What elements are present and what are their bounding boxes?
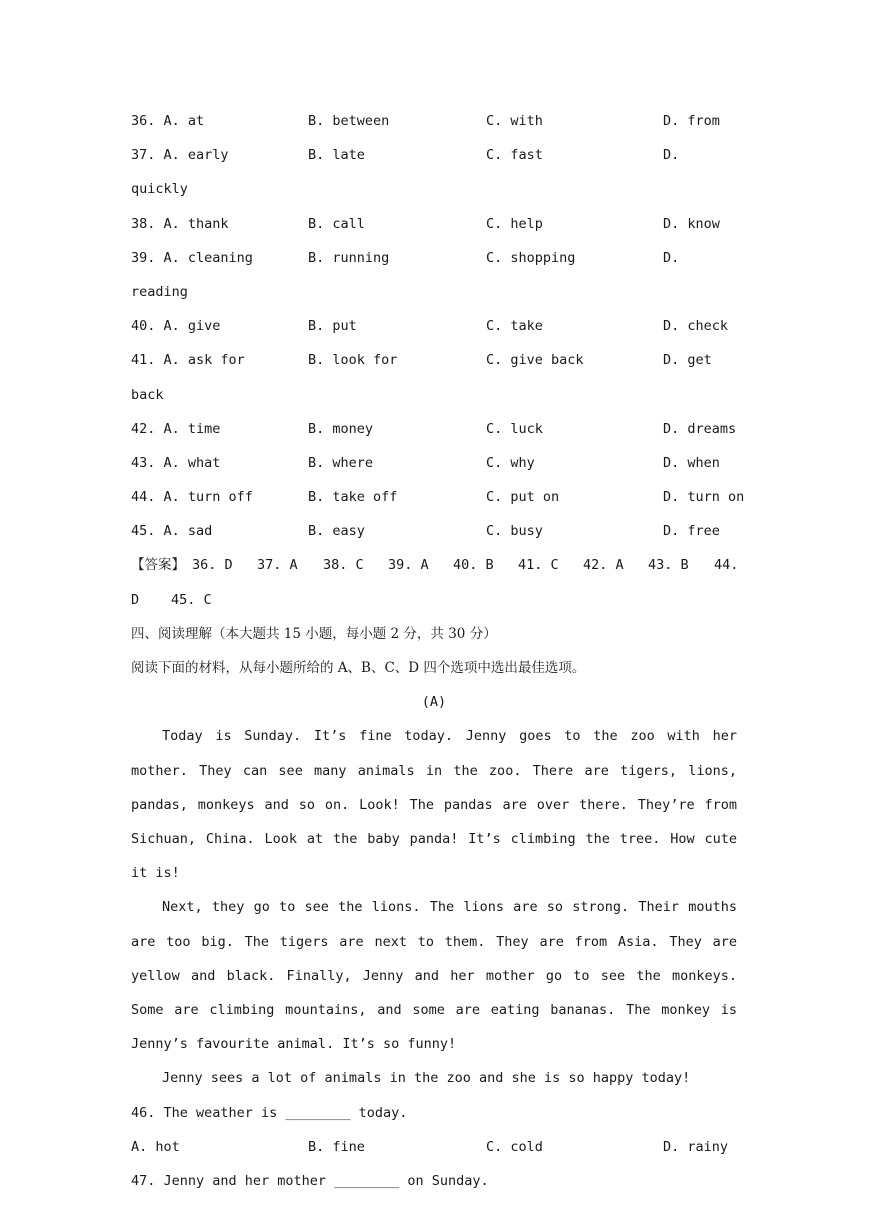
answer-item: 39. A — [388, 557, 429, 574]
answer-item: 43. B — [648, 557, 689, 574]
section-instruction: 阅读下面的材料，从每小题所给的 A、B、C、D 四个选项中选出最佳选项。 — [131, 660, 586, 676]
option-b: B. where — [308, 454, 374, 471]
passage-paragraph: Today is Sunday. It’s fine today. Jenny goes to the zoo with her mother. They can see many animals in the zoo. There are tigers, lions, pandas, monkeys and so on. Look! The pandas are over there. They’re from Sichuan, China. Look at the baby panda! It’s climbing the tree. How cute it is! — [131, 728, 737, 882]
mc-question-list — [131, 104, 745, 548]
mc-question-row — [131, 480, 745, 514]
option-d: D. from — [663, 113, 720, 129]
question-number: 44. — [131, 489, 156, 506]
question-number: 42. — [131, 420, 156, 437]
option-d-continuation: back — [131, 386, 164, 403]
option-c: C. fast — [486, 147, 543, 164]
option-b: B. take off — [308, 489, 398, 506]
answer-item: 40. B — [453, 557, 494, 574]
answer-item: D — [131, 591, 140, 608]
option-b: B. put — [308, 318, 357, 335]
answer-key-label: 【答案】 — [131, 557, 185, 574]
question-number-and-option-a — [131, 446, 220, 480]
answer-item: 41. C — [518, 557, 559, 574]
option-b: B. easy — [308, 523, 365, 540]
option-b: B. between — [308, 113, 390, 129]
question-46-stem: 46. The weather is ________ today. — [131, 1104, 408, 1121]
option-d: D. when — [663, 454, 720, 471]
mc-question-row — [131, 343, 737, 377]
option-a: A. early — [163, 147, 229, 164]
option-c: C. give back — [486, 352, 584, 369]
mc-question-row — [131, 309, 737, 343]
passage-label: (A) — [421, 694, 447, 711]
option-a: A. turn off — [163, 489, 253, 506]
mc-question-row — [131, 241, 737, 275]
option-b: B. fine — [308, 1138, 365, 1155]
option-a: A. sad — [163, 523, 213, 540]
option-b: B. late — [308, 147, 365, 164]
option-c: C. why — [486, 454, 535, 471]
mc-question-row — [131, 412, 737, 446]
question-number-and-option-a — [131, 412, 220, 446]
answer-item: 42. A — [583, 557, 624, 574]
question-number: 40. — [131, 318, 156, 335]
passage-paragraph: Next, they go to see the lions. The lions are so strong. Their mouths are too big. The tigers are next to them. They are from Asia. They are yellow and black. Finally, Jenny and her mother go to see the monkeys. Some are climbing mountains, and some are eating bananas. The monkey is Jenny’s favourite animal. It’s so funny! — [131, 899, 737, 1053]
option-d: D. know — [663, 215, 720, 232]
mc-question-row — [131, 207, 737, 241]
question-47-stem: 47. Jenny and her mother ________ on Sunday. — [131, 1172, 489, 1189]
answer-item: 36. D — [192, 557, 233, 574]
question-number-and-option-a — [131, 207, 229, 241]
mc-question-row — [131, 446, 737, 480]
exam-page — [131, 104, 745, 1198]
option-d-continuation: quickly — [131, 181, 188, 198]
passage-paragraph: Jenny sees a lot of animals in the zoo and she is so happy today! — [162, 1070, 691, 1087]
option-c: C. cold — [486, 1138, 543, 1155]
question-number: 45. — [131, 523, 156, 540]
question-number-and-option-a — [131, 241, 253, 275]
option-b: B. money — [308, 420, 374, 437]
question-46-options — [131, 1130, 737, 1164]
option-b: B. call — [308, 215, 365, 232]
option-a: A. give — [163, 318, 221, 335]
option-a: A. ask for — [163, 352, 245, 369]
mc-question-row — [131, 514, 737, 548]
option-d: D. — [663, 147, 680, 164]
option-d-continuation: reading — [131, 283, 188, 300]
question-number: 36. — [131, 113, 156, 129]
question-number-and-option-a — [131, 480, 253, 514]
option-a: A. at — [163, 113, 205, 129]
option-d: D. get — [663, 352, 712, 369]
option-b: B. look for — [308, 352, 398, 369]
section-heading: 四、阅读理解（本大题共 15 小题，每小题 2 分，共 30 分） — [131, 625, 497, 642]
option-c: C. with — [486, 113, 543, 129]
option-d: D. turn on — [663, 489, 745, 506]
answer-item: 38. C — [323, 557, 364, 574]
question-number-and-option-a — [131, 514, 212, 548]
question-number-and-option-a — [131, 104, 204, 138]
option-a: A. time — [163, 420, 221, 437]
option-c: C. take — [486, 318, 543, 335]
option-c: C. put on — [486, 489, 560, 506]
question-number-and-option-a — [131, 309, 220, 343]
answer-key-line-1 — [131, 548, 737, 582]
question-number: 43. — [131, 454, 156, 471]
option-a: A. cleaning — [163, 249, 253, 266]
option-d: D. — [663, 249, 680, 266]
option-c: C. help — [486, 215, 543, 232]
mc-question-row — [131, 104, 737, 138]
answer-item: 45. C — [171, 591, 212, 608]
option-b: B. running — [308, 249, 390, 266]
answer-item: 44. — [714, 557, 739, 574]
answer-item: 37. A — [257, 557, 298, 574]
mc-question-row — [131, 138, 737, 172]
option-d: D. rainy — [663, 1138, 729, 1155]
question-number: 38. — [131, 215, 156, 232]
option-a: A. hot — [131, 1138, 180, 1155]
question-number: 37. — [131, 147, 156, 164]
option-d: D. free — [663, 523, 720, 540]
option-a: A. what — [163, 454, 221, 471]
option-c: C. busy — [486, 523, 543, 540]
option-a: A. thank — [163, 215, 229, 232]
option-d: D. dreams — [663, 420, 737, 437]
question-number: 39. — [131, 249, 156, 266]
question-number-and-option-a — [131, 343, 245, 377]
option-d: D. check — [663, 318, 729, 335]
option-c: C. shopping — [486, 249, 576, 266]
question-number: 41. — [131, 352, 156, 369]
answer-key-line-2 — [131, 583, 737, 617]
question-number-and-option-a — [131, 138, 229, 172]
option-c: C. luck — [486, 420, 543, 437]
